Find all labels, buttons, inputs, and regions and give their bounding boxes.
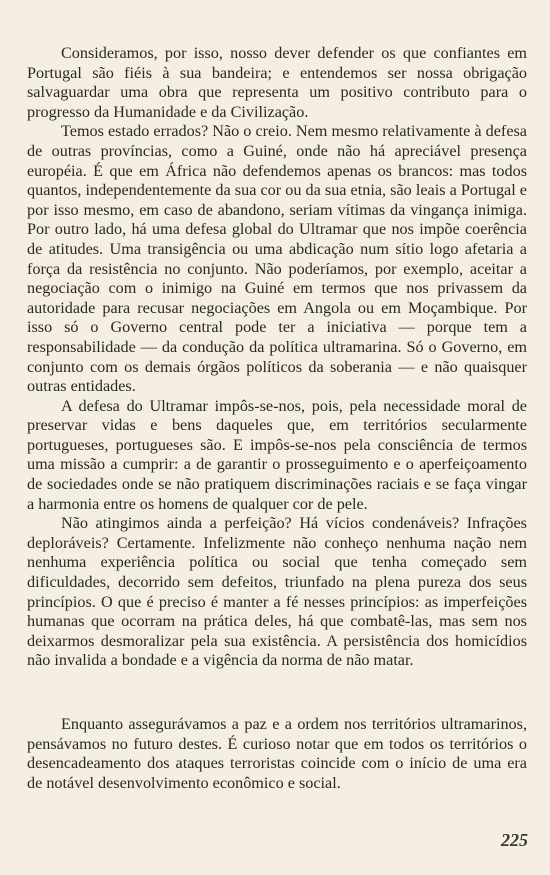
paragraph: Temos estado errados? Não o creio. Nem mesmo relativamente à defesa de outras províncias, como a Guiné, onde não há apreciável presença européia. É que em África não defendemos apenas os brancos: mas todos quantos, independentemente da sua cor ou da sua etnia, são leais a Portugal e por isso mesmo, em caso de abandono, seriam vítimas da vingança inimiga. Por outro lado, há uma defesa global do Ultramar que nos impõe coerência de atitudes. Uma transigência ou uma abdicação num sítio logo afetaria a força da resistência no conjunto. Não poderíamos, por exemplo, aceitar a negociação com o inimigo na Guiné em termos que nos privassem da autoridade para recusar negociações em Angola ou em Moçambique. Por isso só o Governo central pode ter a iniciativa — porque tem a responsabilidade — da condução da política ultramarina. Só o Governo, em conjunto com os demais órgãos políticos da soberania — e não quaisquer outras entidades. [27, 122, 527, 396]
page-number: 225 [501, 830, 528, 850]
text-section-1 [27, 44, 527, 671]
paragraph: Consideramos, por isso, nosso dever defender os que confiantes em Portugal são fiéis à sua bandeira; e entendemos ser nossa obrigação salvaguardar uma obra que representa um positivo contributo para o progresso da Humanidade e da Civilização. [27, 44, 527, 121]
paragraph: A defesa do Ultramar impôs-se-nos, pois, pela necessidade moral de preservar vidas e bens daqueles que, em territórios secularmente portugueses, portugueses são. E impôs-se-nos pela consciência de termos uma missão a cumprir: a de garantir o prosseguimento e o aperfeiçoamento de sociedades onde se não pratiquem discriminações raciais e se faça vingar a harmonia entre os homens de qualquer cor de pele. [27, 396, 527, 513]
page-text [27, 44, 527, 793]
paragraph: Enquanto assegurávamos a paz e a ordem nos territórios ultramarinos, pensávamos no futuro destes. É curioso notar que em todos os territórios o desencadeamento dos ataques terroristas coincide com o início de uma era de notável desenvolvimento econômico e social. [27, 715, 527, 792]
text-section-2 [27, 715, 527, 793]
paragraph: Não atingimos ainda a perfeição? Há vícios condenáveis? Infrações deploráveis? Certamente. Infelizmente não conheço nenhuma nação nem nenhuma experiência política ou social que tenha começado sem dificuldades, decorrido sem defeitos, triunfado na plena pureza dos seus princípios. O que é preciso é manter a fé nesses princípios: as imperfeições humanas que ocorram na prática deles, há que combatê-las, mas sem nos deixarmos desmoralizar pela sua existência. A persistência dos homicídios não invalida a bondade e a vigência da norma de não matar. [27, 514, 527, 670]
